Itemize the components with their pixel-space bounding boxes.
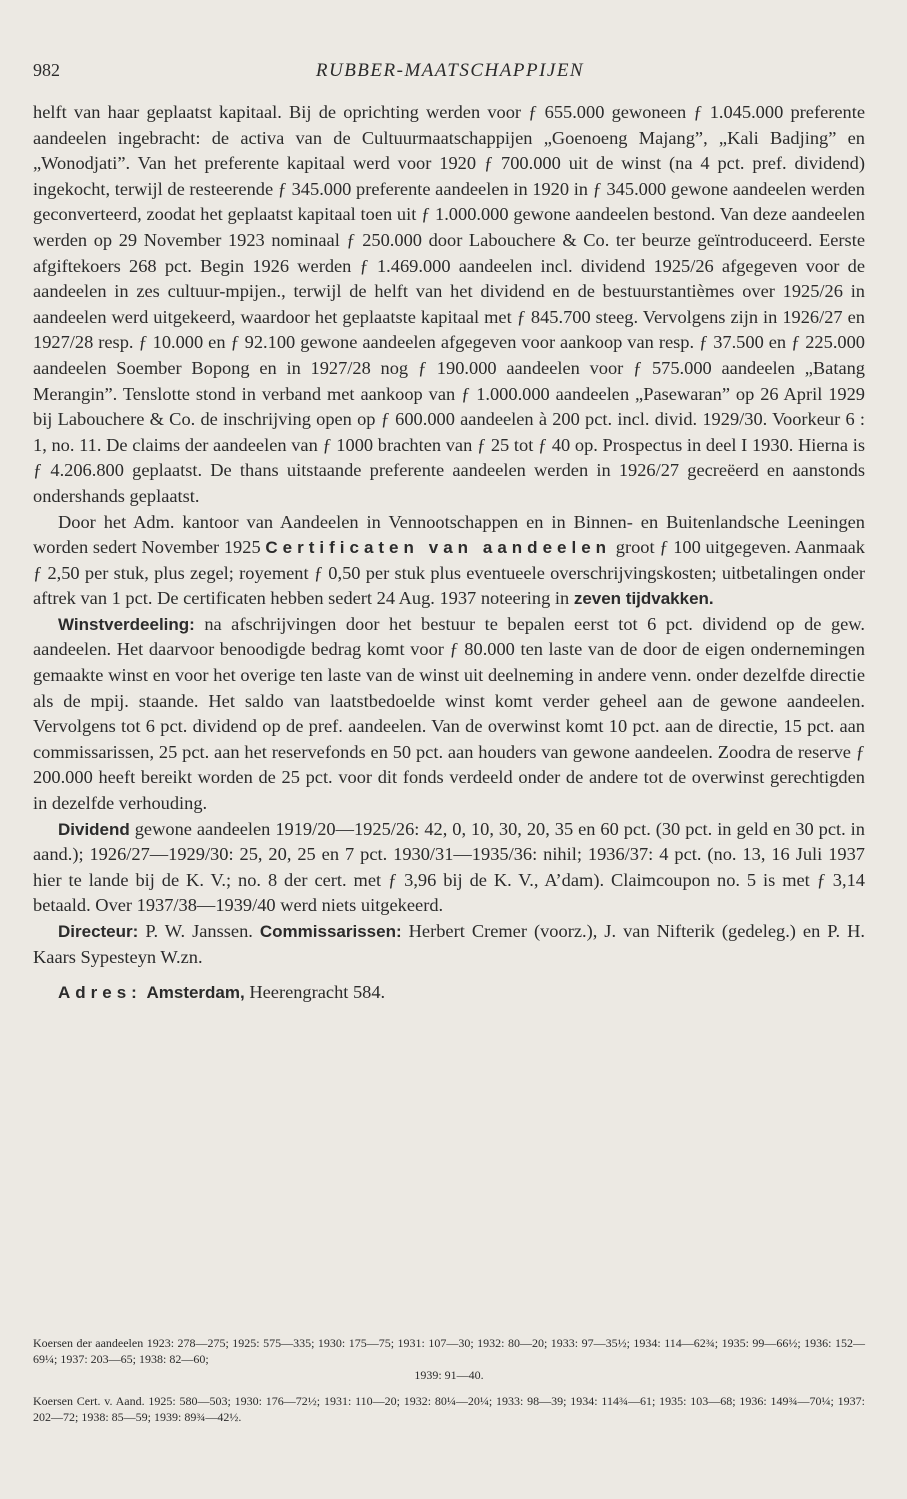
page-number: 982 (33, 60, 60, 80)
address-label: Adres: (58, 983, 142, 1003)
paragraph-certificates (33, 510, 865, 612)
director-text: P. W. Janssen. (138, 921, 260, 941)
paragraph-management (33, 919, 865, 970)
running-title: RUBBER-MAATSCHAPPIJEN (315, 60, 585, 81)
commissioners-label: Commissarissen: (259, 922, 402, 941)
profit-distribution-text: na afschrijvingen door het bestuur te bepalen eerst tot 6 pct. dividend op de gew. aandeelen. Het daarvoor benoodigde bedrag komt voor ƒ 80.000 ten laste van de door de eigen ondernemingen gemaakte winst en voor het overige ten laste van de winst uit deelneming in andere venn. onder dezelfde directie als de mpij. staande. Het saldo van laatstbedoelde winst komt verder geheel aan de gewone aandeelen. Vervolgens tot 6 pct. dividend op de pref. aandeelen. Van de overwinst komt 10 pct. aan de directie, 15 pct. aan commissarissen, 25 pct. aan het reservefonds en 50 pct. aan houders van gewone aandeelen. Zoodra de reserve ƒ 200.000 heeft bereikt worden de 25 pct. voor dit fonds verdeeld onder de andere tot de overwinst gerechtigden in dezelfde verhouding. (33, 613, 865, 814)
paragraph-capital-history: helft van haar geplaatst kapitaal. Bij de oprichting werden voor ƒ 655.000 gewoneen ƒ 1.045.000 preferente aandeelen ingebracht: de activa van de Cultuurmaatschappijen „Goenoeng Majang”, „Kali Badjing” en „Wonodjati”. Van het preferente kapitaal werd voor 1920 ƒ 700.000 uit de winst (na 4 pct. pref. dividend) ingekocht, terwijl de resteerende ƒ 345.000 preferente aandeelen in 1920 in ƒ 345.000 gewone aandeelen werden geconverteerd, zoodat het geplaatst kapitaal toen uit ƒ 1.000.000 gewone aandeelen bestond. Van deze aandeelen werden op 29 November 1923 nominaal ƒ 250.000 door Labouchere & Co. ter beurze geïntroduceerd. Eerste afgiftekoers 268 pct. Begin 1926 werden ƒ 1.469.000 aandeelen incl. dividend 1925/26 afgegeven voor de aandeelen in zes cultuur-mpijen., terwijl de helft van het dividend en de bestuurstantièmes over 1925/26 in aandeelen werd uitgekeerd, waardoor het geplaatste kapitaal met ƒ 845.700 steeg. Vervolgens zijn in 1926/27 en 1927/28 resp. ƒ 10.000 en ƒ 92.100 gewone aandeelen afgegeven voor aankoop van resp. ƒ 37.500 en ƒ 225.000 aandeelen Soember Bopong en in 1927/28 nog ƒ 190.000 aandeelen voor ƒ 575.000 aandeelen „Batang Merangin”. Tenslotte stond in verband met aankoop van ƒ 1.000.000 aandeelen „Pasewaran” op 26 April 1929 bij Labouchere & Co. de inschrijving open op ƒ 600.000 aandeelen à 200 pct. incl. divid. 1929/30. Voorkeur 6 : 1, no. 11. De claims der aandeelen van ƒ 1000 brachten van ƒ 25 tot ƒ 40 op. Prospectus in deel I 1930. Hierna is ƒ 4.206.800 geplaatst. De thans uitstaande preferente aandeelen werden in 1926/27 gecreëerd en aanstonds ondershands geplaatst. (33, 102, 865, 506)
paragraph-profit-distribution (33, 612, 865, 817)
footnote-share-prices (33, 1335, 865, 1383)
certificates-label: Certificaten van aandeelen (265, 538, 612, 558)
certificates-periods: zeven tijdvakken. (573, 589, 714, 609)
address-street: Heerengracht 584. (244, 982, 386, 1003)
paragraph-address (33, 980, 865, 1006)
commissioners-text: Herbert Cremer (voorz.), J. van Nifterik (gedeleg.) en P. H. Kaars Sypesteyn W.zn. (33, 921, 865, 967)
dividend-text: gewone aandeelen 1919/20—1925/26: 42, 0, 10, 30, 20, 35 en 60 pct. (30 pct. in geld en 30 pct. in aand.); 1926/27—1929/30: 25, 20, 25 en 7 pct. 1930/31—1935/36: nihil; 1936/37: 4 pct. (no. 13, 16 Juli 1937 hier te lande bij de K. V.; no. 8 der cert. met ƒ 3,96 bij de K. V., A’dam). Claimcoupon no. 5 is met ƒ 3,14 betaald. Over 1937/38—1939/40 werd niets uitgekeerd. (33, 818, 865, 916)
certificates-intro: Door het Adm. kantoor van Aandeelen in Vennootschappen en in Binnen- en Buitenlandsche Leeningen worden sedert November 1925 (33, 511, 865, 558)
footnotes (33, 1335, 865, 1435)
paragraph-dividend (33, 817, 865, 919)
address-city: Amsterdam, (146, 983, 245, 1003)
footnote-share-prices-cont: 1939: 91—40. (414, 1368, 484, 1382)
body-text (33, 100, 865, 1006)
page-header (33, 60, 867, 90)
director-label: Directeur: (58, 922, 139, 941)
footnote-certificate-prices: Koersen Cert. v. Aand. 1925: 580—503; 1930: 176—72½; 1931: 110—20; 1932: 80¼—20¼; 1933: 98—39; 1934: 114¾—61; 1935: 103—68; 1936: 149¾—70¼; 1937: 202—72; 1938: 85—59; 1939: 89¾—42½. (33, 1394, 865, 1424)
certificates-text: groot ƒ 100 uitgegeven. Aanmaak ƒ 2,50 per stuk, plus zegel; royement ƒ 0,50 per stuk plus eventueele overschrijvingskosten; uitbetalingen onder aftrek van 1 pct. De certificaten hebben sedert 24 Aug. 1937 noteering in (33, 537, 865, 609)
dividend-label: Dividend (58, 819, 130, 839)
profit-distribution-label: Winstverdeeling: (58, 614, 195, 634)
footnote-share-prices-text: Koersen der aandeelen 1923: 278—275; 1925: 575—335; 1930: 175—75; 1931: 107—30; 1932: 80—20; 1933: 97—35½; 1934: 114—62¾; 1935: 99—66½; 1936: 152—69¼; 1937: 203—65; 1938: 82—60; (33, 1336, 865, 1366)
